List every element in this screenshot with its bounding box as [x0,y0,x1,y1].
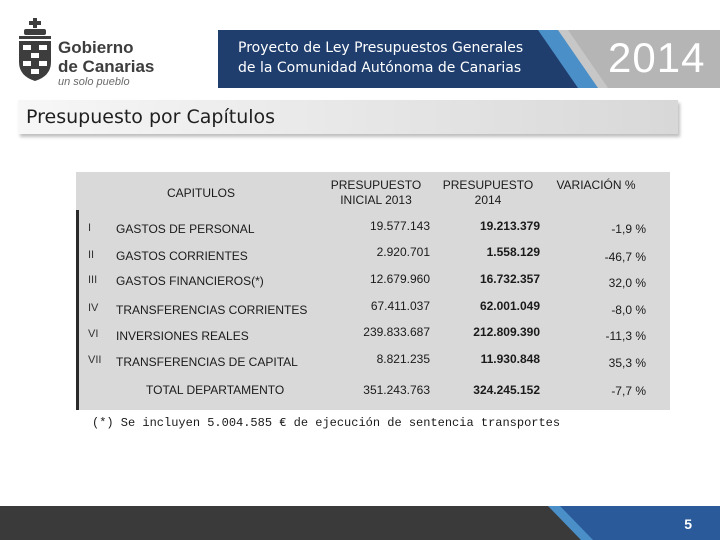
row-name: TRANSFERENCIAS DE CAPITAL [116,355,298,369]
gobierno-canarias-logo [12,14,162,94]
row-value-2014: 19.213.379 [479,219,540,233]
row-variation: -11,3 % [605,329,646,343]
logo-name [58,38,154,76]
header-presupuesto-2013: PRESUPUESTO INICIAL 2013 [330,178,422,207]
row-value-2014: 62.001.049 [479,299,540,313]
header-banner [218,30,720,88]
page-number: 5 [684,516,692,532]
total-value-2013: 351.243.763 [363,383,430,397]
row-name: GASTOS DE PERSONAL [116,222,255,236]
logo-name-line2: de Canarias [58,57,155,76]
logo-tagline: un solo pueblo [58,76,130,88]
row-variation: -8,0 % [611,303,646,317]
row-variation: -46,7 % [604,250,646,264]
row-name: TRANSFERENCIAS CORRIENTES [116,303,308,317]
banner-title [238,38,523,78]
row-value-2014: 11.930.848 [480,352,540,366]
banner-title-line1: Proyecto de Ley Presupuestos Generales [238,40,524,56]
row-value-2013: 2.920.701 [376,245,430,259]
row-value-2013: 12.679.960 [369,272,430,286]
row-value-2014: 16.732.357 [479,272,540,286]
row-variation: 32,0 % [608,276,646,290]
total-label: TOTAL DEPARTAMENTO [146,383,285,397]
row-name: GASTOS CORRIENTES [116,249,248,263]
row-roman: VII [88,354,102,366]
section-band [18,100,678,134]
total-value-2014: 324.245.152 [473,383,540,397]
row-value-2013: 67.411.037 [370,299,430,313]
row-name: INVERSIONES REALES [116,329,249,343]
row-roman: II [88,249,95,261]
row-variation: 35,3 % [608,356,646,370]
row-value-2013: 19.577.143 [369,219,430,233]
row-roman: VI [88,328,99,340]
total-variation: -7,7 % [611,384,646,398]
footer-accent [0,506,720,540]
banner-title-line2: de la Comunidad Autónoma de Canarias [238,60,522,76]
coat-of-arms-icon [16,18,54,82]
banner-year: 2014 [608,34,706,81]
budget-table [76,172,670,410]
section-title: Presupuesto por Capítulos [26,106,276,128]
header-variacion: VARIACIÓN % [556,178,636,192]
row-name: GASTOS FINANCIEROS(*) [116,274,264,288]
header-presupuesto-2014: PRESUPUESTO 2014 [442,178,534,207]
row-roman: I [88,222,92,234]
row-roman: III [88,274,98,286]
row-roman: IV [88,302,99,314]
row-value-2014: 212.809.390 [473,325,540,339]
row-value-2013: 8.821.235 [376,352,430,366]
row-variation: -1,9 % [611,222,646,236]
header-capitulos: CAPITULOS [166,186,235,200]
row-value-2013: 239.833.687 [363,325,430,339]
row-value-2014: 1.558.129 [486,245,540,259]
footnote: (*) Se incluyen 5.004.585 € de ejecución de sentencia transportes [92,416,561,430]
logo-name-line1: Gobierno [58,38,134,57]
footer-bar [0,506,720,540]
table-left-bar [76,210,79,410]
